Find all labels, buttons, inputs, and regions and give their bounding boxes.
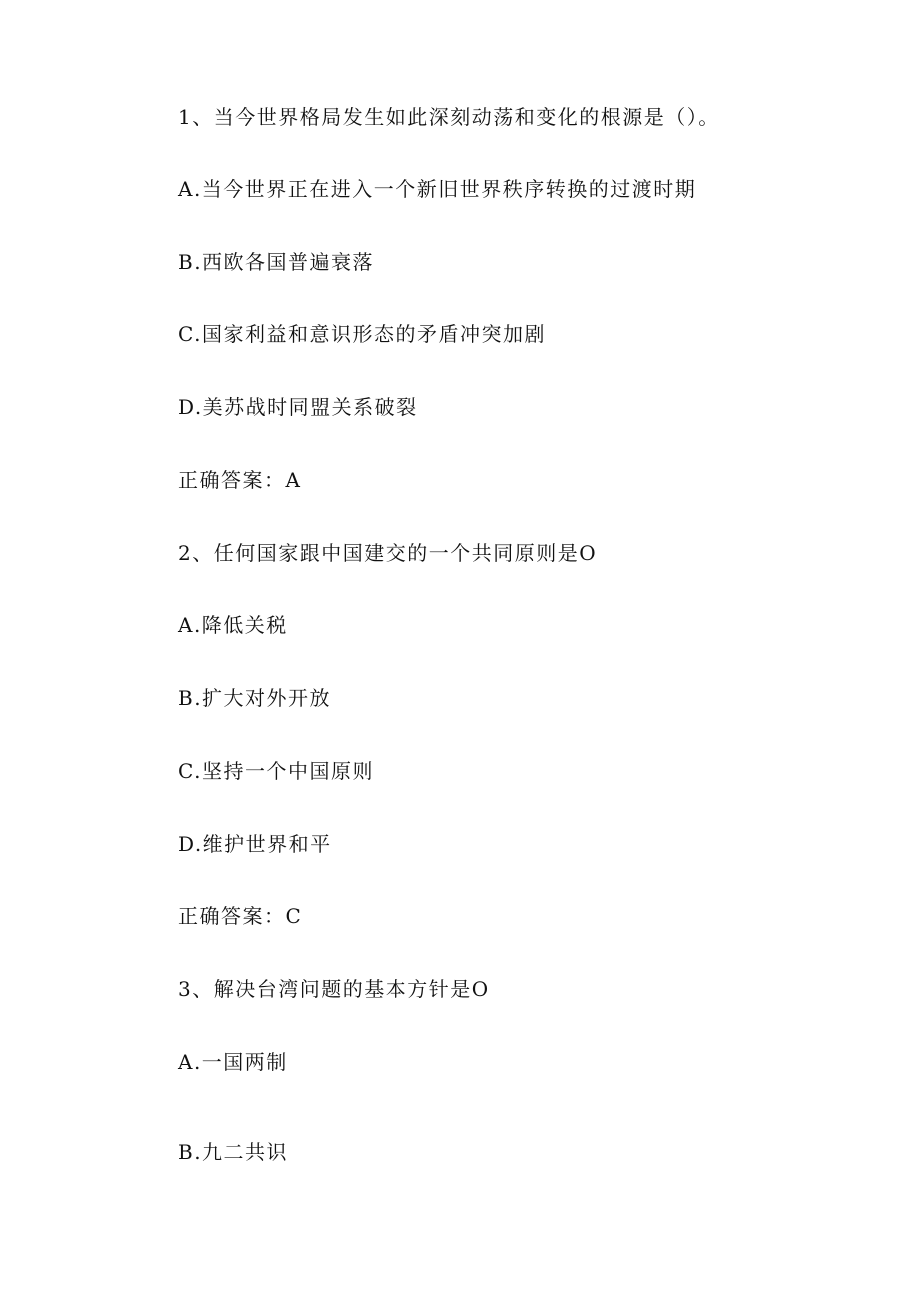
question-1-option-a: A.当今世界正在进入一个新旧世界秩序转换的过渡时期 <box>178 177 697 201</box>
question-2-answer: 正确答案：C <box>178 904 303 928</box>
question-2-text: 2、任何国家跟中国建交的一个共同原则是O <box>178 541 598 565</box>
question-2-option-b: B.扩大对外开放 <box>178 686 332 710</box>
question-3-option-a: A.一国两制 <box>178 1050 288 1074</box>
question-1-text: 1、当今世界格局发生如此深刻动荡和变化的根源是（）。 <box>178 105 720 129</box>
question-1-answer: 正确答案：A <box>178 468 302 492</box>
question-2-option-d: D.维护世界和平 <box>178 832 332 856</box>
question-2-option-a: A.降低关税 <box>178 613 288 637</box>
question-1-option-c: C.国家利益和意识形态的矛盾冲突加剧 <box>178 322 546 346</box>
question-1-option-b: B.西欧各国普遍衰落 <box>178 250 375 274</box>
question-2-option-c: C.坚持一个中国原则 <box>178 759 374 783</box>
question-1-option-d: D.美苏战时同盟关系破裂 <box>178 395 418 419</box>
question-3-text: 3、解决台湾问题的基本方针是O <box>178 977 490 1001</box>
question-3-option-b: B.九二共识 <box>178 1140 289 1164</box>
